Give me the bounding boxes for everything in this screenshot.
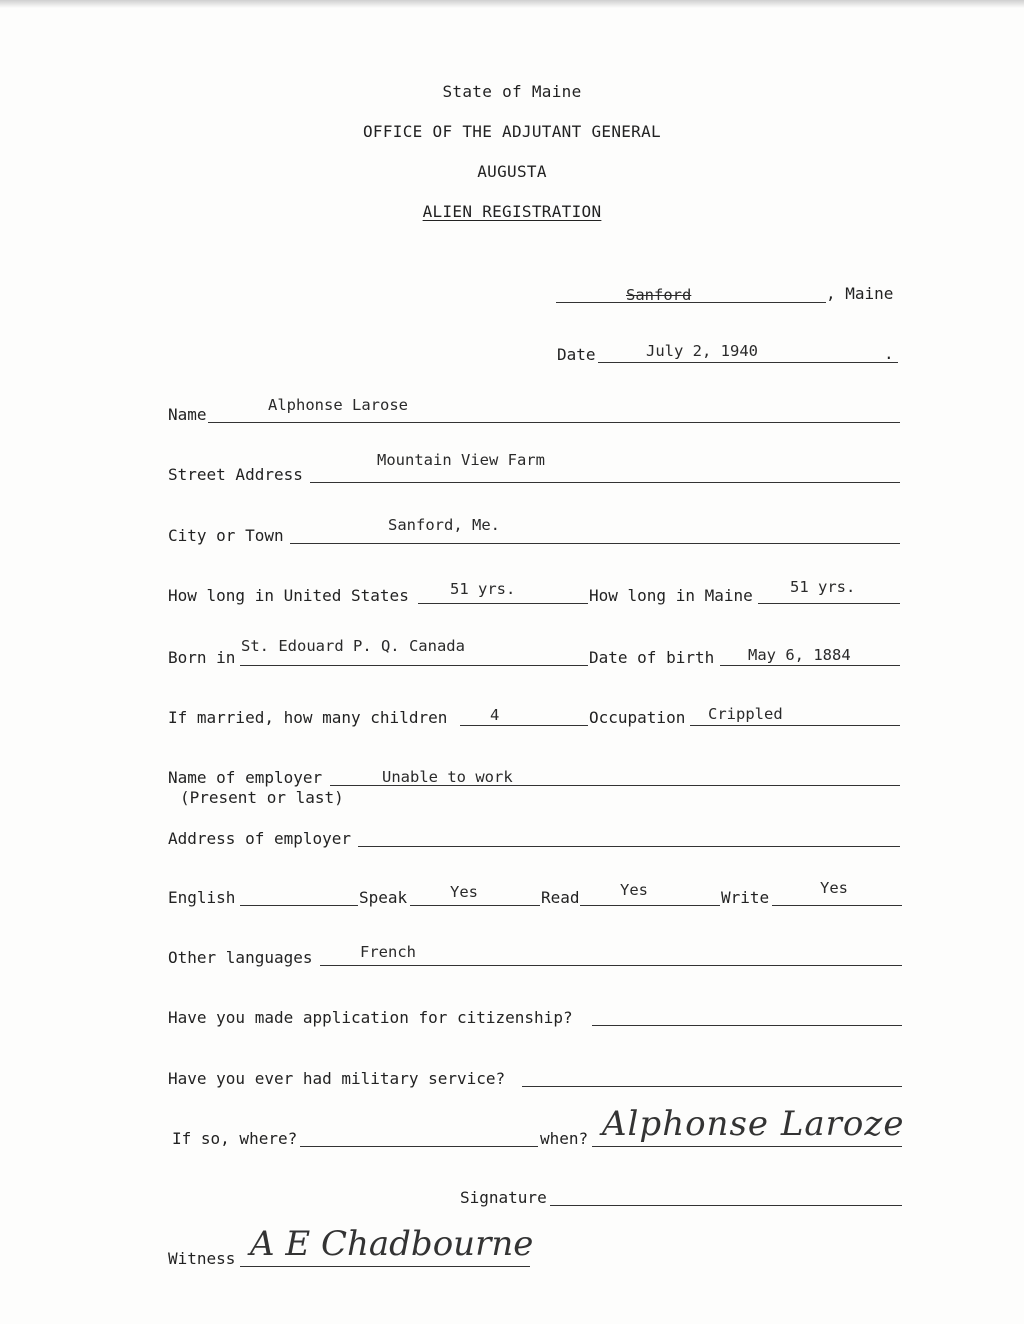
citizenship-line: [592, 1025, 902, 1026]
occupation-label: Occupation: [589, 708, 686, 727]
employer-sublabel: (Present or last): [180, 788, 344, 807]
when-label: when?: [540, 1129, 589, 1148]
military-line: [522, 1086, 902, 1087]
read-line: [580, 905, 720, 906]
read-value: Yes: [620, 881, 648, 899]
office-heading: OFFICE OF THE ADJUTANT GENERAL: [363, 122, 661, 141]
name-label: Name: [168, 405, 207, 424]
where-line: [300, 1146, 538, 1147]
when-line: [592, 1146, 902, 1147]
employer-address-label: Address of employer: [168, 829, 352, 848]
how-long-maine-value: 51 yrs.: [790, 578, 856, 596]
name-line: [208, 422, 900, 423]
street-label: Street Address: [168, 465, 303, 484]
occupation-value: Crippled: [708, 705, 783, 723]
how-long-us-value: 51 yrs.: [450, 580, 516, 598]
how-long-maine-line: [758, 603, 900, 604]
signature-line: [550, 1205, 902, 1206]
city-heading: AUGUSTA: [477, 162, 547, 181]
children-value: 4: [490, 706, 500, 724]
date-of-birth-value: May 6, 1884: [748, 646, 851, 664]
place-suffix: , Maine: [826, 284, 894, 303]
date-label: Date: [557, 345, 596, 364]
employer-value: Unable to work: [382, 768, 513, 786]
street-line: [310, 482, 900, 483]
employer-address-line: [358, 846, 900, 847]
born-in-value: St. Edouard P. Q. Canada: [241, 637, 465, 655]
witness-label: Witness: [168, 1249, 236, 1268]
date-of-birth-line: [720, 665, 900, 666]
witness-line: [240, 1266, 530, 1267]
born-in-line: [240, 665, 588, 666]
how-long-maine-label: How long in Maine: [589, 586, 753, 605]
speak-label: Speak: [359, 888, 408, 907]
english-label: English: [168, 888, 236, 907]
date-trail: .: [884, 344, 894, 363]
date-value: July 2, 1940: [646, 342, 758, 360]
signature-handwriting: Alphonse Laroze: [602, 1104, 905, 1144]
where-label: If so, where?: [172, 1129, 298, 1148]
city-line: [290, 543, 900, 544]
children-line: [460, 725, 588, 726]
city-label: City or Town: [168, 526, 284, 545]
english-line: [240, 905, 358, 906]
date-of-birth-label: Date of birth: [589, 648, 715, 667]
read-label: Read: [541, 888, 580, 907]
street-value: Mountain View Farm: [377, 451, 545, 469]
write-value: Yes: [820, 879, 848, 897]
name-value: Alphonse Larose: [268, 396, 408, 414]
speak-value: Yes: [450, 883, 478, 901]
speak-line: [410, 905, 540, 906]
other-languages-line: [320, 965, 902, 966]
how-long-us-label: How long in United States: [168, 586, 409, 605]
form-title: ALIEN REGISTRATION: [422, 202, 602, 221]
born-in-label: Born in: [168, 648, 236, 667]
employer-label: Name of employer: [168, 768, 323, 787]
place-town: Sanford: [626, 286, 692, 304]
state-heading: State of Maine: [442, 82, 582, 101]
write-line: [772, 905, 902, 906]
date-line: [598, 362, 898, 363]
citizenship-label: Have you made application for citizenship?: [168, 1008, 573, 1027]
children-label: If married, how many children: [168, 708, 448, 727]
military-label: Have you ever had military service?: [168, 1069, 506, 1088]
other-languages-value: French: [360, 943, 416, 961]
city-value: Sanford, Me.: [388, 516, 500, 534]
write-label: Write: [721, 888, 770, 907]
occupation-line: [690, 725, 900, 726]
witness-handwriting: A E Chadbourne: [250, 1224, 534, 1264]
signature-label: Signature: [460, 1188, 547, 1207]
scan-edge: [0, 0, 1024, 8]
other-languages-label: Other languages: [168, 948, 313, 967]
how-long-us-line: [418, 603, 588, 604]
